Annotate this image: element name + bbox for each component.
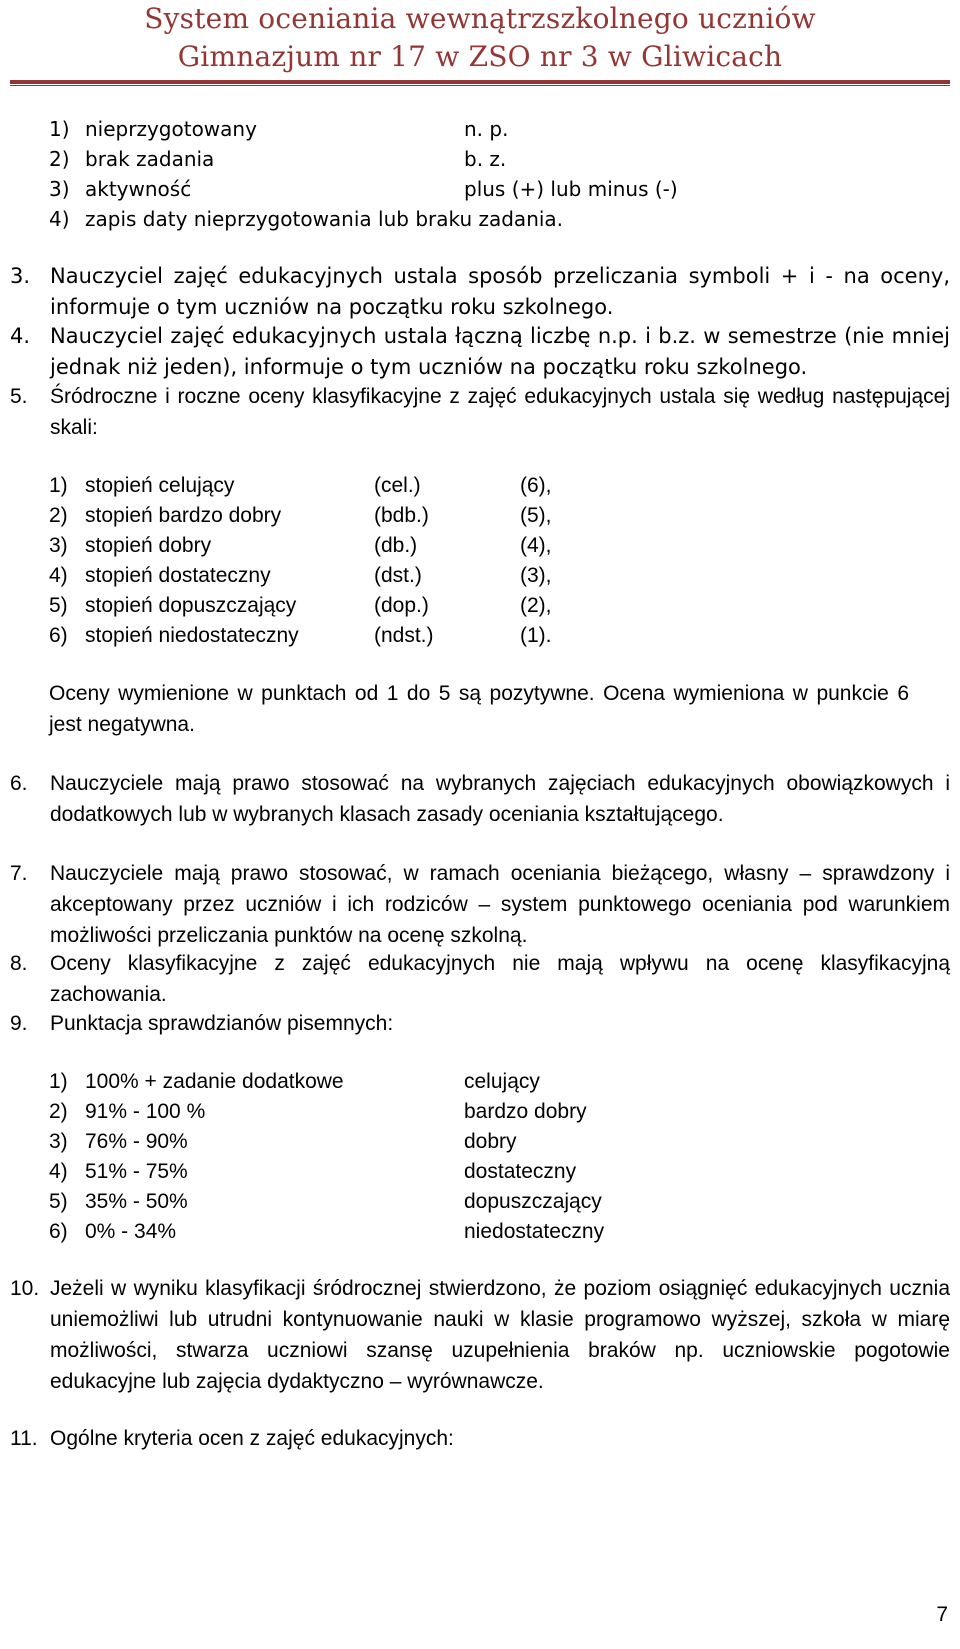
grade-name: stopień bardzo dobry <box>85 504 282 527</box>
page-header <box>0 0 960 86</box>
paragraph-number: 6. <box>10 772 28 795</box>
paragraph-number: 9. <box>10 1012 28 1035</box>
list-item-number: 2) <box>49 504 68 527</box>
paragraph-text: Punktacja sprawdzianów pisemnych: <box>50 1012 394 1035</box>
numbered-paragraph <box>10 858 950 951</box>
grade-abbreviation: (bdb.) <box>374 504 429 527</box>
score-range: 35% - 50% <box>85 1190 188 1213</box>
list-item-number: 1) <box>49 474 68 497</box>
header-rule-thin <box>10 85 950 86</box>
symbol-label: nieprzygotowany <box>85 117 257 141</box>
score-range: 0% - 34% <box>85 1220 177 1243</box>
grade-value: (1). <box>520 624 552 647</box>
score-range: 91% - 100 % <box>85 1100 206 1123</box>
header-title-line1: System oceniania wewnątrzszkolnego uczniów <box>144 2 816 35</box>
score-grade: bardzo dobry <box>464 1100 587 1123</box>
list-item-number: 5) <box>49 594 68 617</box>
paragraph-number: 8. <box>10 952 28 975</box>
list-item-number: 4) <box>49 207 70 231</box>
numbered-paragraph <box>10 768 950 830</box>
grade-abbreviation: (dop.) <box>374 594 429 617</box>
grade-value: (6), <box>520 474 552 497</box>
paragraph-number: 7. <box>10 862 28 885</box>
score-grade: celujący <box>464 1070 540 1093</box>
grade-abbreviation: (db.) <box>374 534 418 557</box>
score-grade: niedostateczny <box>464 1220 605 1243</box>
grade-abbreviation: (ndst.) <box>374 624 434 647</box>
score-grade: dobry <box>464 1130 517 1153</box>
grade-name: stopień dostateczny <box>85 564 271 587</box>
paragraph-number: 10. <box>10 1277 40 1300</box>
paragraph-text: Jeżeli w wyniku klasyfikacji śródrocznej stwierdzono, że poziom osiągnięć edukacyjnych ucznia uniemożliwi lub utrudni kontynuowanie nauki w klasie programowo wyższej, szkoła w miarę możliwości, stwarza uczniowi szansę uzupełnienia braków np. uczniowskie pogotowie edukacyjne lub zajęcia dydaktyczno – wyrównawcze. <box>50 1277 950 1393</box>
numbered-paragraph <box>10 381 950 443</box>
paragraph-text: Nauczyciele mają prawo stosować, w ramach oceniania bieżącego, własny – sprawdzony i akceptowany przez uczniów i ich rodziców – system punktowego oceniania pod warunkiem możliwości przeliczania punktów na ocenę szkolną. <box>50 862 950 947</box>
header-title-line2: Gimnazjum nr 17 w ZSO nr 3 w Gliwicach <box>177 40 783 73</box>
paragraph-number: 11. <box>10 1427 38 1450</box>
numbered-paragraph <box>10 321 950 383</box>
list-item-number: 4) <box>49 564 68 587</box>
paragraph-number: 5. <box>10 385 28 408</box>
list-item-number: 6) <box>49 1220 68 1243</box>
grade-abbreviation: (dst.) <box>374 564 422 587</box>
list-item-number: 2) <box>49 1100 68 1123</box>
numbered-paragraph <box>10 1423 950 1454</box>
paragraph-text: Oceny klasyfikacyjne z zajęć edukacyjnych nie mają wpływu na ocenę klasyfikacyjną zachowania. <box>50 952 950 1006</box>
grades-note-text: Oceny wymienione w punktach od 1 do 5 są pozytywne. Ocena wymieniona w punkcie 6 jest negatywna. <box>49 682 909 736</box>
symbol-value: b. z. <box>464 147 507 171</box>
numbered-paragraph <box>10 948 950 1010</box>
score-range: 100% + zadanie dodatkowe <box>85 1070 344 1093</box>
score-range: 51% - 75% <box>85 1160 188 1183</box>
page-number: 7 <box>936 1603 948 1626</box>
list-item-number: 4) <box>49 1160 68 1183</box>
grade-value: (3), <box>520 564 552 587</box>
grade-name: stopień celujący <box>85 474 235 497</box>
grade-value: (2), <box>520 594 552 617</box>
score-grade: dopuszczający <box>464 1190 602 1213</box>
grade-name: stopień dobry <box>85 534 212 557</box>
symbol-label: aktywność <box>85 177 192 201</box>
paragraph-text: Ogólne kryteria ocen z zajęć edukacyjnych: <box>50 1427 454 1450</box>
paragraph-text: Śródroczne i roczne oceny klasyfikacyjne z zajęć edukacyjnych ustala się według następującej skali: <box>50 385 950 439</box>
list-item-number: 6) <box>49 624 68 647</box>
grade-abbreviation: (cel.) <box>374 474 421 497</box>
numbered-paragraph <box>10 1273 950 1397</box>
paragraph-text: Nauczyciel zajęć edukacyjnych ustala łączną liczbę n.p. i b.z. w semestrze (nie mniej jednak niż jeden), informuje o tym uczniów na początku roku szkolnego. <box>50 324 950 379</box>
paragraph-text: Nauczyciel zajęć edukacyjnych ustala sposób przeliczania symboli + i - na oceny, informuje o tym uczniów na początku roku szkolnego. <box>50 264 950 319</box>
paragraph-number: 4. <box>10 324 31 348</box>
paragraph-number: 3. <box>10 264 31 288</box>
grade-value: (5), <box>520 504 552 527</box>
grades-note <box>49 678 909 740</box>
score-range: 76% - 90% <box>85 1130 188 1153</box>
header-rule-thick <box>10 80 950 84</box>
symbol-value: plus (+) lub minus (-) <box>464 177 678 201</box>
list-item-number: 3) <box>49 1130 68 1153</box>
symbol-value: n. p. <box>464 117 509 141</box>
grade-name: stopień dopuszczający <box>85 594 297 617</box>
score-grade: dostateczny <box>464 1160 577 1183</box>
list-item-number: 3) <box>49 177 70 201</box>
numbered-paragraph <box>10 1008 950 1039</box>
symbol-label: brak zadania <box>85 147 215 171</box>
list-item-number: 1) <box>49 117 70 141</box>
paragraph-text: Nauczyciele mają prawo stosować na wybranych zajęciach edukacyjnych obowiązkowych i dodatkowych lub w wybranych klasach zasady oceniania kształtującego. <box>50 772 950 826</box>
grade-value: (4), <box>520 534 552 557</box>
numbered-paragraph <box>10 261 950 323</box>
list-item-number: 3) <box>49 534 68 557</box>
list-item-number: 5) <box>49 1190 68 1213</box>
symbol-label: zapis daty nieprzygotowania lub braku zadania. <box>85 207 564 231</box>
list-item-number: 1) <box>49 1070 68 1093</box>
list-item-number: 2) <box>49 147 70 171</box>
grade-name: stopień niedostateczny <box>85 624 299 647</box>
